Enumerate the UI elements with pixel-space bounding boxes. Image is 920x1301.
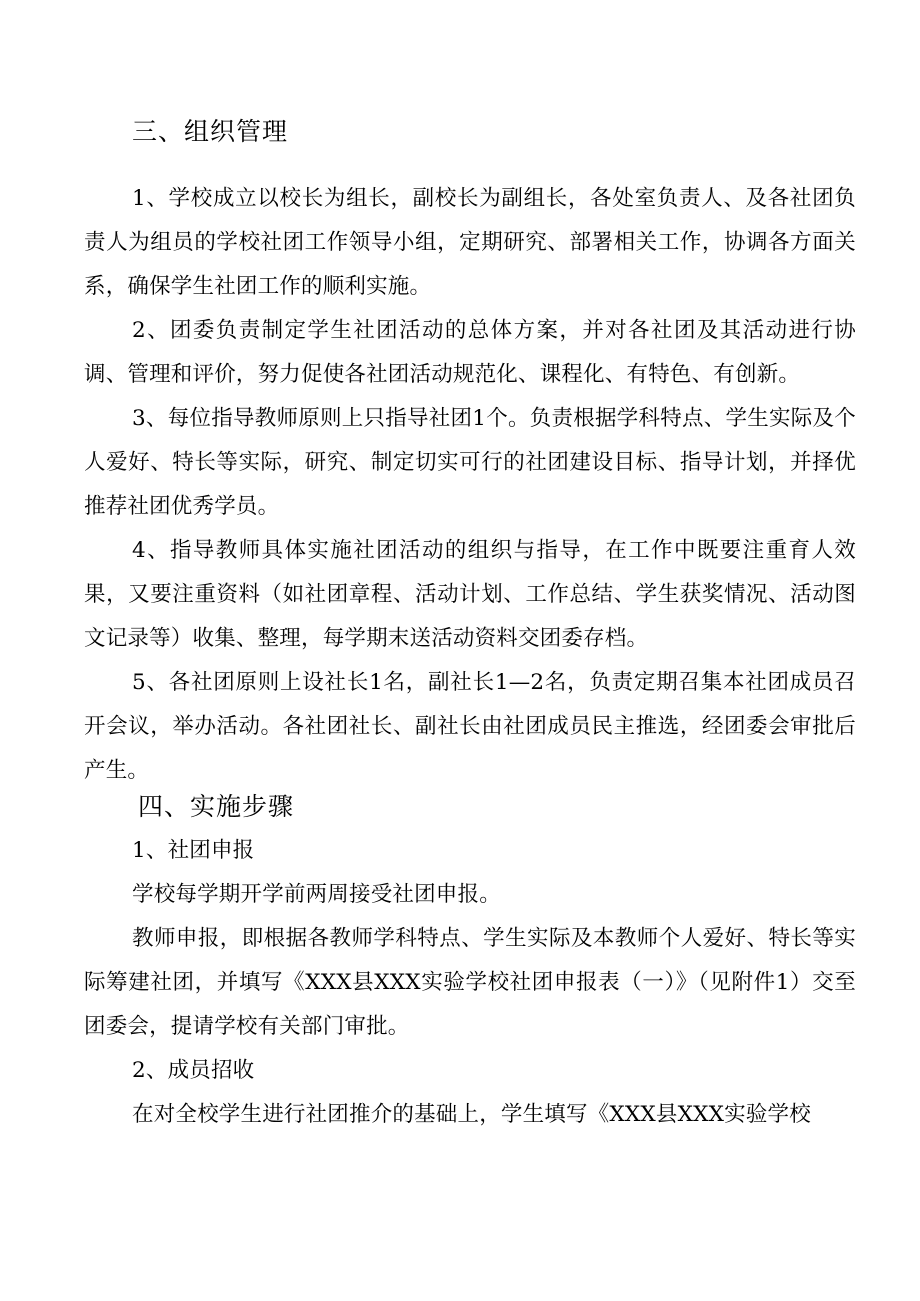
section-four-heading: 四、实施步骤: [138, 792, 295, 821]
step2-title: 2、成员招收: [132, 1058, 255, 1083]
section-three-item-2: 2、团委负责制定学生社团活动的总体方案，并对各社团及其活动进行协调、管理和评价，努力促使各社团活动规范化、课程化、有特色、有创新。: [84, 318, 856, 387]
section-three-item-1: 1、学校成立以校长为组长，副校长为副组长，各处室负责人、及各社团负责人为组员的学校社团工作领导小组，定期研究、部署相关工作，协调各方面关系，确保学生社团工作的顺利实施。: [84, 186, 856, 299]
section-three-item-4: 4、指导教师具体实施社团活动的组织与指导，在工作中既要注重育人效果，又要注重资料（如社团章程、活动计划、工作总结、学生获奖情况、活动图文记录等）收集、整理，每学期末送活动资料交团委存档。: [84, 538, 856, 651]
section-three-heading: 三、组织管理: [132, 117, 289, 146]
section-three-item-5: 5、各社团原则上设社长1名，副社长1—2名，负责定期召集本社团成员召开会议，举办活动。各社团社长、副社长由社团成员民主推选，经团委会审批后产生。: [84, 670, 856, 783]
step1-intro-line: 学校每学期开学前两周接受社团申报。: [132, 882, 501, 907]
step2-intro-line: 在对全校学生进行社团推介的基础上，学生填写《XXX县XXX实验学校: [132, 1102, 811, 1127]
step1-paragraph: 教师申报，即根据各教师学科特点、学生实际及本教师个人爱好、特长等实际筹建社团，并填写《XXX县XXX实验学校社团申报表（一）》（见附件1）交至团委会，提请学校有关部门审批。: [84, 926, 856, 1039]
step1-title: 1、社团申报: [132, 838, 255, 863]
section-three-item-3: 3、每位指导教师原则上只指导社团1个。负责根据学科特点、学生实际及个人爱好、特长等实际，研究、制定切实可行的社团建设目标、指导计划，并择优推荐社团优秀学员。: [84, 406, 856, 519]
